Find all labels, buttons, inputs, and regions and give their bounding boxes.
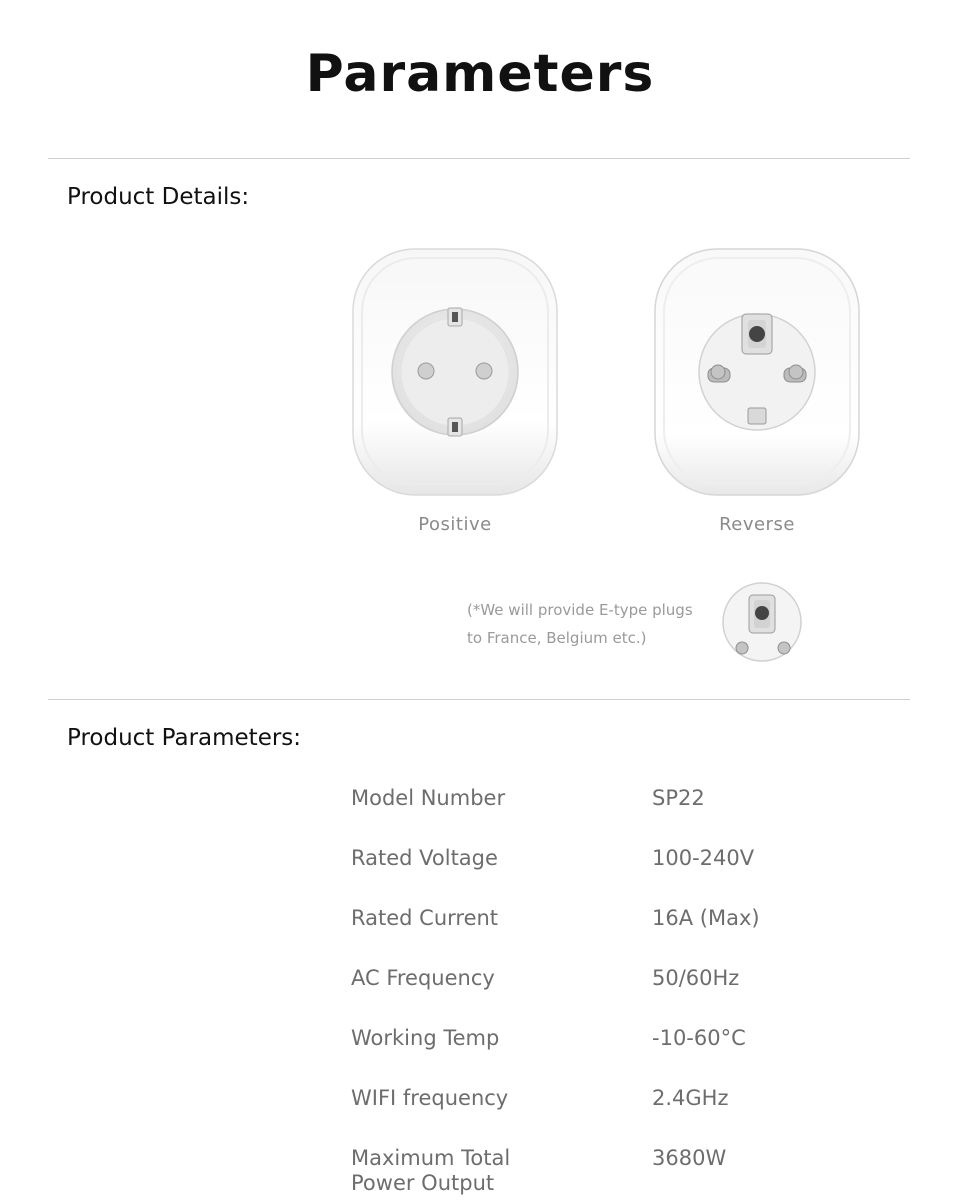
param-value: 2.4GHz: [652, 1086, 729, 1110]
socket-front-icon: [352, 248, 558, 498]
param-label: [351, 1086, 631, 1111]
param-value: 100-240V: [652, 846, 755, 870]
reverse-caption: Reverse: [719, 514, 795, 535]
e-type-plug-note: [467, 596, 717, 652]
param-label: [351, 1146, 631, 1196]
positive-caption: Positive: [418, 514, 492, 535]
param-label-line: Model Number: [351, 786, 506, 810]
param-label-line: Working Temp: [351, 1026, 500, 1050]
note-line: to France, Belgium etc.): [467, 629, 647, 647]
param-label-line: Power Output: [351, 1171, 495, 1195]
param-label: [351, 1026, 631, 1051]
param-label-line: AC Frequency: [351, 966, 495, 990]
divider: [48, 158, 910, 159]
plug-back-icon: [654, 248, 860, 498]
param-value: SP22: [652, 786, 705, 810]
note-line: (*We will provide E-type plugs: [467, 601, 693, 619]
param-label-line: Rated Voltage: [351, 846, 498, 870]
param-value: 16A (Max): [652, 906, 760, 930]
param-value: -10-60°C: [652, 1026, 746, 1050]
param-value: 3680W: [652, 1146, 727, 1170]
param-label: [351, 966, 631, 991]
e-type-plug-icon: [722, 582, 802, 662]
divider: [48, 699, 910, 700]
product-parameters-heading: Product Parameters:: [67, 725, 302, 751]
param-label: [351, 906, 631, 931]
socket-front-image: [352, 248, 558, 498]
param-label-line: WIFI frequency: [351, 1086, 509, 1110]
param-label-line: Maximum Total: [351, 1146, 511, 1170]
product-details-heading: Product Details:: [67, 184, 250, 210]
param-label: [351, 846, 631, 871]
param-value: 50/60Hz: [652, 966, 740, 990]
e-type-plug-image: [722, 582, 802, 662]
page-title: Parameters: [305, 44, 655, 104]
plug-back-image: [654, 248, 860, 498]
param-label-line: Rated Current: [351, 906, 499, 930]
param-label: [351, 786, 631, 811]
